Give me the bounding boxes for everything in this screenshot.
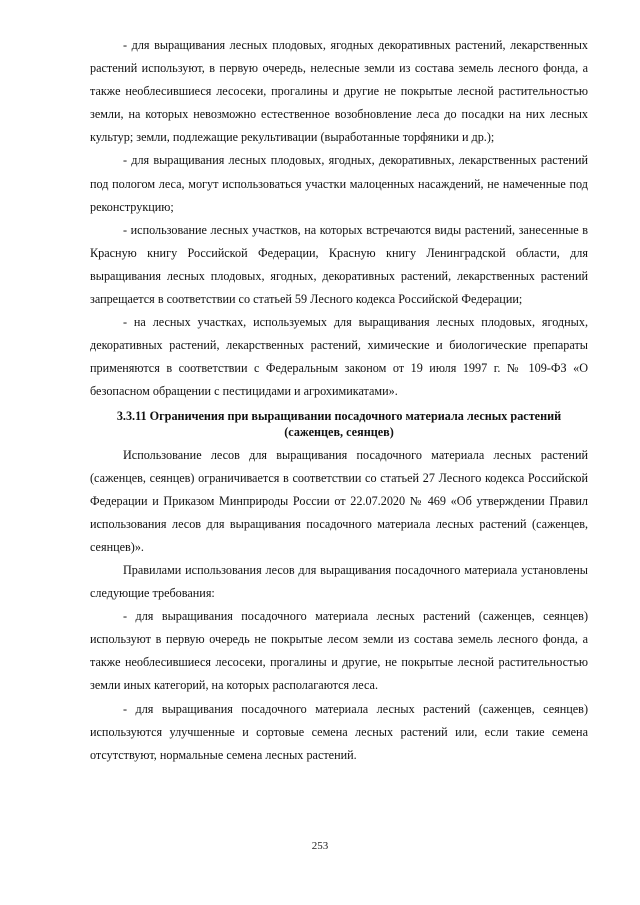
paragraph-red-book-prohibition: - использование лесных участков, на которых встречаются виды растений, занесенные в Красную книгу Российской Федерации, Красную книгу Ленинградской области, для выращивания лесных плодовых, ягодных, декоративных растений, лекарственных растений запрещается в соответствии со статьей 59 Лесного кодекса Российской Федерации; [90, 222, 588, 307]
section-heading [90, 405, 588, 444]
paragraph-seed-quality: - для выращивания посадочного материала лесных растений (саженцев, сеянцев) используются улучшенные и сортовые семена лесных растений или, если такие семена отсутствуют, нормальные семена лесных растений. [90, 701, 588, 762]
paragraph-rules-requirements: Правилами использования лесов для выращивания посадочного материала установлены следующие требования: [90, 562, 588, 601]
paragraph-under-canopy: - для выращивания лесных плодовых, ягодных, декоративных, лекарственных растений под пологом леса, могут использоваться участки малоценных насаждений, не намеченные под реконструкцию; [90, 153, 588, 214]
paragraph-usage-restrictions: Использование лесов для выращивания посадочного материала лесных растений (саженцев, сеянцев) ограничивается в соответствии со статьей 27 Лесного кодекса Российской Федерации и Приказом Минприроды России от 22.07.2020 № 469 «Об утверждении Правил использования лесов для выращивания посадочного материала лесных растений (саженцев, сеянцев)». [90, 447, 588, 554]
page-number: 253 [311, 840, 329, 852]
section-heading-line2: (саженцев, сеянцев) [284, 424, 394, 439]
paragraph-pesticides-law: - на лесных участках, используемых для выращивания лесных плодовых, ягодных, декоративных растений, лекарственных растений, химические и биологические препараты применяются в соответствии с Федеральным законом от 19 июля 1997 г. № 109-ФЗ «О безопасном обращении с пестицидами и агрохимикатами». [90, 315, 588, 399]
paragraph-land-priority: - для выращивания посадочного материала лесных растений (саженцев, сеянцев) используют в первую очередь не покрытые лесом земли из состава земель лесного фонда, а также необлесившиеся лесосеки, прогалины и другие, не покрытые лесной растительностью земли иных категорий, на которых располагаются леса. [90, 609, 588, 693]
paragraph-fruit-berry-land: - для выращивания лесных плодовых, ягодных декоративных растений, лекарственных растений используют, в первую очередь, нелесные земли из состава земель лесного фонда, а также необлесившиеся лесосеки, прогалины и другие не покрытые лесной растительностью земли, на которых невозможно естественное возобновление леса до посадки на них лесных культур; земли, подлежащие рекультивации (выработанные торфяники и др.); [90, 38, 588, 145]
section-heading-line1: 3.3.11 Ограничения при выращивании посадочного материала лесных растений [116, 408, 562, 423]
